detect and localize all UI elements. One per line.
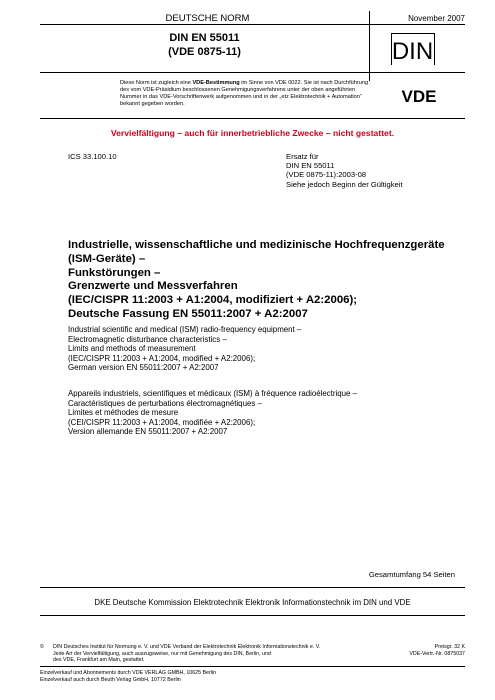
copyright-line: Jede Art der Vervielfältigung, auch auszugsweise, nur mit Genehmigung des DIN, Berlin, und xyxy=(53,650,271,657)
title-line: Limits and methods of measurement xyxy=(68,344,196,354)
din-logo-icon xyxy=(392,34,433,64)
title-line: Appareils industriels, scientifiques et médicaux (ISM) à fréquence radioélectrique – xyxy=(68,389,358,398)
validity-note: Siehe jedoch Beginn der Gültigkeit xyxy=(286,179,403,189)
copyright-line: des VDE, Frankfurt am Main, gestattet. xyxy=(53,657,145,664)
replacement-label: Ersatz für xyxy=(286,152,319,161)
title-line: Industrielle, wissenschaftliche und medizinische Hochfrequenzgeräte xyxy=(68,239,445,251)
title-line: Electromagnetic disturbance characteristics – xyxy=(68,334,227,344)
title-line: Version allemande EN 55011:2007 + A2:2007 xyxy=(68,427,228,437)
price-group: Preisgr. 32 K xyxy=(434,644,465,650)
divider-line xyxy=(40,615,465,616)
title-line: (IEC/CISPR 11:2003 + A1:2004, modifiziert + A2:2006); xyxy=(68,294,358,307)
header-bar xyxy=(40,11,465,25)
standard-number-block xyxy=(40,31,369,59)
divider-line xyxy=(40,666,465,667)
title-line: Funkstörungen – xyxy=(68,266,161,279)
total-page-count: Gesamtumfang 54 Seiten xyxy=(368,570,455,579)
reproduction-warning: Vervielfältigung – auch für innerbetriebliche Zwecke – nicht gestattet. xyxy=(110,128,395,138)
vde-note-text-end: im Sinne von VDE 0022. Sie ist nach Durchführung des vom VDE-Präsidium beschlossenen Genehmigungsverfahrens unter der oben angeführten Nummer in das VDE-Vorschriftenwerk aufgenommen und in der „etz Elektrotechnik + Automation“ bekannt gegeben worden. xyxy=(120,80,369,108)
vde-note-bold-term: VDE-Bestimmung xyxy=(192,80,240,86)
title-line: (IEC/CISPR 11:2003 + A1:2004, modified + A2:2006); xyxy=(68,353,256,363)
ics-code: ICS 33.100.10 xyxy=(68,152,117,161)
price-info xyxy=(409,644,465,657)
vde-logo xyxy=(393,87,445,105)
title-line: Deutsche Fassung EN 55011:2007 + A2:2007 xyxy=(68,307,308,320)
replacement-info xyxy=(286,152,403,189)
dke-commission-line: DKE Deutsche Kommission Elektrotechnik Elektronik Informationstechnik im DIN und VDE xyxy=(94,598,411,607)
replaced-standard: DIN EN 55011 xyxy=(286,161,335,171)
vde-distribution-number: VDE-Vertr.-Nr. 0875037 xyxy=(409,650,465,657)
german-title xyxy=(68,239,463,322)
sales-info xyxy=(40,670,216,684)
vde-classification-number: (VDE 0875-11) xyxy=(168,46,241,58)
copyright-line: DIN Deutsches Institut für Normung e. V. und VDE Verband der Elektrotechnik Elektronik Informationstechnik e. V. xyxy=(53,644,321,650)
din-logo xyxy=(391,33,435,65)
title-line: Grenzwerte und Messverfahren xyxy=(68,280,238,293)
copyright-notice xyxy=(40,644,370,664)
title-line: (ISM-Geräte) – xyxy=(68,252,146,265)
replaced-standard-edition: (VDE 0875-11):2003-08 xyxy=(286,170,367,180)
svg-text:VDE: VDE xyxy=(401,87,437,105)
divider-line xyxy=(40,118,465,119)
title-line: (CEI/CISPR 11:2003 + A1:2004, modifiée + A2:2006); xyxy=(68,417,256,427)
title-line: Caractéristiques de perturbations électromagnétiques – xyxy=(68,398,262,408)
title-line: Industrial scientific and medical (ISM) radio-frequency equipment – xyxy=(68,325,302,334)
title-line: German version EN 55011:2007 + A2:2007 xyxy=(68,363,219,373)
header-vertical-divider xyxy=(369,11,370,81)
copyright-icon: © xyxy=(40,644,44,650)
divider-line xyxy=(40,587,465,588)
vde-note-text-start: Diese Norm ist zugleich eine xyxy=(120,80,193,86)
vde-determination-note xyxy=(120,80,370,108)
english-title xyxy=(68,325,463,373)
svg-text:DIN: DIN xyxy=(392,38,433,64)
sales-line: Einzelverkauf und Abonnements durch VDE VERLAG GMBH, 10625 Berlin xyxy=(40,670,217,676)
publication-date: November 2007 xyxy=(408,14,465,23)
sales-line: Einzelverkauf auch durch Beuth Verlag GmbH, 10772 Berlin xyxy=(40,677,181,683)
document-type-heading: DEUTSCHE NORM xyxy=(165,13,250,24)
title-line: Limites et méthodes de mesure xyxy=(68,408,179,418)
standard-number: DIN EN 55011 xyxy=(169,32,240,44)
french-title xyxy=(68,389,463,437)
vde-logo-icon xyxy=(393,87,445,105)
divider-line xyxy=(40,72,465,73)
